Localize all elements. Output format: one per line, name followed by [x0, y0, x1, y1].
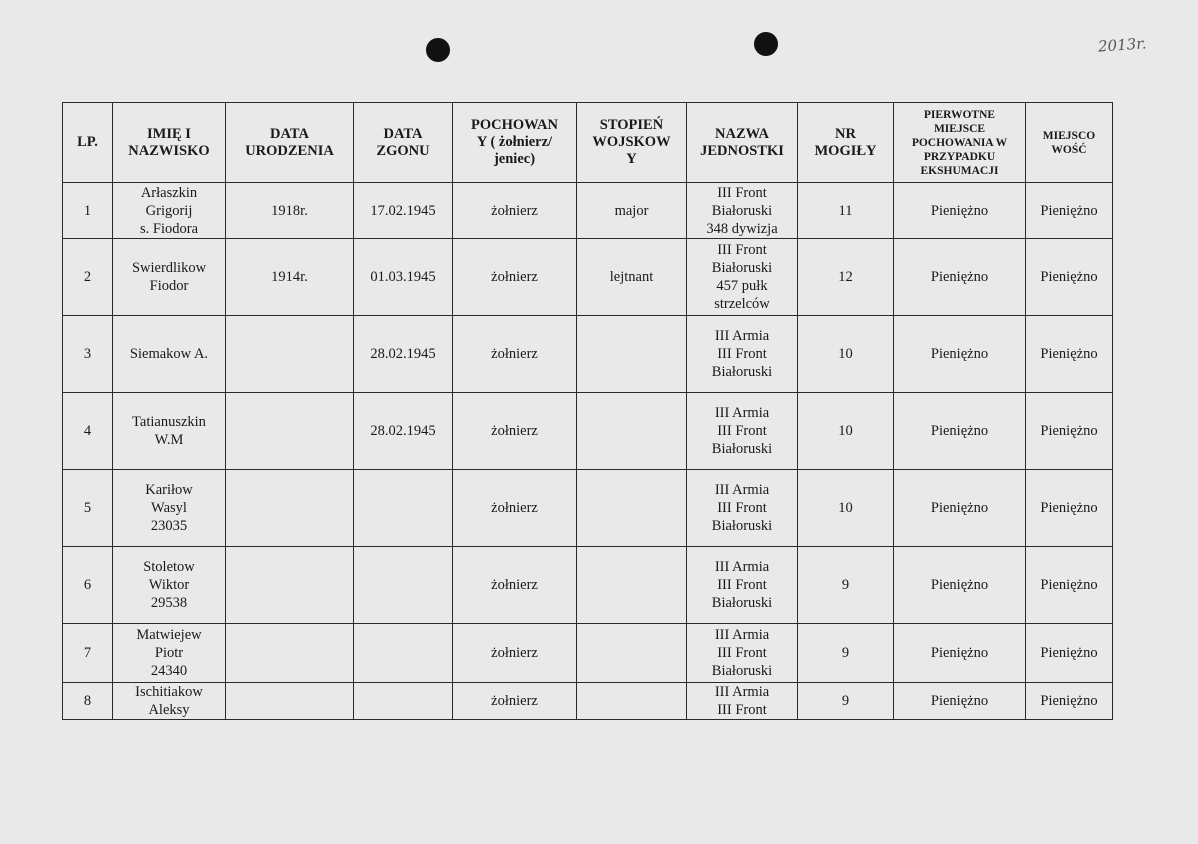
- table-row: [63, 316, 1113, 393]
- cell-name: Matwiejew Piotr 24340: [113, 624, 226, 683]
- header-unit: NAZWA JEDNOSTKI: [687, 103, 798, 183]
- cell-grave-number: 11: [798, 183, 894, 239]
- cell-death-date: [354, 683, 453, 720]
- table-row: [63, 393, 1113, 470]
- cell-buried: żołnierz: [453, 239, 577, 316]
- cell-locality: Pieniężno: [1026, 239, 1113, 316]
- cell-name: Siemakow A.: [113, 316, 226, 393]
- cell-death-date: [354, 547, 453, 624]
- cell-locality: Pieniężno: [1026, 683, 1113, 720]
- cell-unit: III Armia III Front Białoruski: [687, 624, 798, 683]
- cell-unit: III Armia III Front Białoruski: [687, 547, 798, 624]
- cell-buried: żołnierz: [453, 183, 577, 239]
- cell-buried: żołnierz: [453, 316, 577, 393]
- punch-hole-right: [754, 32, 778, 56]
- cell-unit: III Front Białoruski 457 pułk strzelców: [687, 239, 798, 316]
- cell-rank: [577, 393, 687, 470]
- cell-original-burial-place: Pieniężno: [894, 316, 1026, 393]
- header-name: IMIĘ I NAZWISKO: [113, 103, 226, 183]
- cell-unit: III Armia III Front Białoruski: [687, 316, 798, 393]
- cell-grave-number: 10: [798, 393, 894, 470]
- cell-buried: żołnierz: [453, 683, 577, 720]
- cell-rank: [577, 624, 687, 683]
- header-lp: LP.: [63, 103, 113, 183]
- cell-original-burial-place: Pieniężno: [894, 183, 1026, 239]
- cell-rank: [577, 683, 687, 720]
- cell-original-burial-place: Pieniężno: [894, 624, 1026, 683]
- cell-lp: 5: [63, 470, 113, 547]
- cell-original-burial-place: Pieniężno: [894, 547, 1026, 624]
- cell-death-date: 17.02.1945: [354, 183, 453, 239]
- cell-lp: 6: [63, 547, 113, 624]
- cell-locality: Pieniężno: [1026, 470, 1113, 547]
- cell-lp: 4: [63, 393, 113, 470]
- table-row: [63, 239, 1113, 316]
- cell-original-burial-place: Pieniężno: [894, 393, 1026, 470]
- cell-rank: major: [577, 183, 687, 239]
- table-row: [63, 547, 1113, 624]
- cell-original-burial-place: Pieniężno: [894, 470, 1026, 547]
- cell-buried: żołnierz: [453, 624, 577, 683]
- cell-death-date: [354, 624, 453, 683]
- cell-unit: III Armia III Front Białoruski: [687, 393, 798, 470]
- cell-buried: żołnierz: [453, 547, 577, 624]
- punch-hole-left: [426, 38, 450, 62]
- cell-name: Kariłow Wasyl 23035: [113, 470, 226, 547]
- cell-birth-date: [226, 683, 354, 720]
- cell-birth-date: 1918r.: [226, 183, 354, 239]
- cell-original-burial-place: Pieniężno: [894, 683, 1026, 720]
- cell-grave-number: 12: [798, 239, 894, 316]
- cell-birth-date: [226, 470, 354, 547]
- cell-grave-number: 10: [798, 316, 894, 393]
- cell-buried: żołnierz: [453, 470, 577, 547]
- cell-grave-number: 9: [798, 547, 894, 624]
- cell-death-date: 28.02.1945: [354, 316, 453, 393]
- header-original-burial-place: PIERWOTNE MIEJSCE POCHOWANIA W PRZYPADKU EKSHUMACJI: [894, 103, 1026, 183]
- cell-death-date: 01.03.1945: [354, 239, 453, 316]
- cell-unit: III Front Białoruski 348 dywizja: [687, 183, 798, 239]
- cell-rank: [577, 316, 687, 393]
- cell-lp: 2: [63, 239, 113, 316]
- cell-death-date: [354, 470, 453, 547]
- header-row: [63, 103, 1113, 183]
- burial-register-table: [62, 102, 1113, 720]
- cell-rank: [577, 547, 687, 624]
- handwritten-annotation: 2013r.: [1097, 34, 1148, 56]
- cell-unit: III Armia III Front: [687, 683, 798, 720]
- cell-lp: 7: [63, 624, 113, 683]
- cell-locality: Pieniężno: [1026, 547, 1113, 624]
- cell-buried: żołnierz: [453, 393, 577, 470]
- table-row: [63, 624, 1113, 683]
- header-rank: STOPIEŃ WOJSKOW Y: [577, 103, 687, 183]
- cell-birth-date: 1914r.: [226, 239, 354, 316]
- cell-unit: III Armia III Front Białoruski: [687, 470, 798, 547]
- cell-birth-date: [226, 316, 354, 393]
- cell-name: Tatianuszkin W.M: [113, 393, 226, 470]
- cell-locality: Pieniężno: [1026, 316, 1113, 393]
- cell-rank: [577, 470, 687, 547]
- table-row: [63, 183, 1113, 239]
- header-grave-number: NR MOGIŁY: [798, 103, 894, 183]
- cell-locality: Pieniężno: [1026, 393, 1113, 470]
- cell-birth-date: [226, 624, 354, 683]
- cell-locality: Pieniężno: [1026, 624, 1113, 683]
- cell-name: Arłaszkin Grigorij s. Fiodora: [113, 183, 226, 239]
- cell-name: Swierdlikow Fiodor: [113, 239, 226, 316]
- header-death-date: DATA ZGONU: [354, 103, 453, 183]
- cell-locality: Pieniężno: [1026, 183, 1113, 239]
- cell-grave-number: 9: [798, 683, 894, 720]
- cell-name: Stoletow Wiktor 29538: [113, 547, 226, 624]
- cell-grave-number: 9: [798, 624, 894, 683]
- cell-original-burial-place: Pieniężno: [894, 239, 1026, 316]
- cell-birth-date: [226, 547, 354, 624]
- header-buried: POCHOWAN Y ( żołnierz/ jeniec): [453, 103, 577, 183]
- header-birth-date: DATA URODZENIA: [226, 103, 354, 183]
- cell-lp: 1: [63, 183, 113, 239]
- cell-lp: 3: [63, 316, 113, 393]
- table-row: [63, 683, 1113, 720]
- cell-birth-date: [226, 393, 354, 470]
- cell-grave-number: 10: [798, 470, 894, 547]
- cell-rank: lejtnant: [577, 239, 687, 316]
- cell-death-date: 28.02.1945: [354, 393, 453, 470]
- header-locality: MIEJSCO WOŚĆ: [1026, 103, 1113, 183]
- table-row: [63, 470, 1113, 547]
- cell-lp: 8: [63, 683, 113, 720]
- cell-name: Ischitiakow Aleksy: [113, 683, 226, 720]
